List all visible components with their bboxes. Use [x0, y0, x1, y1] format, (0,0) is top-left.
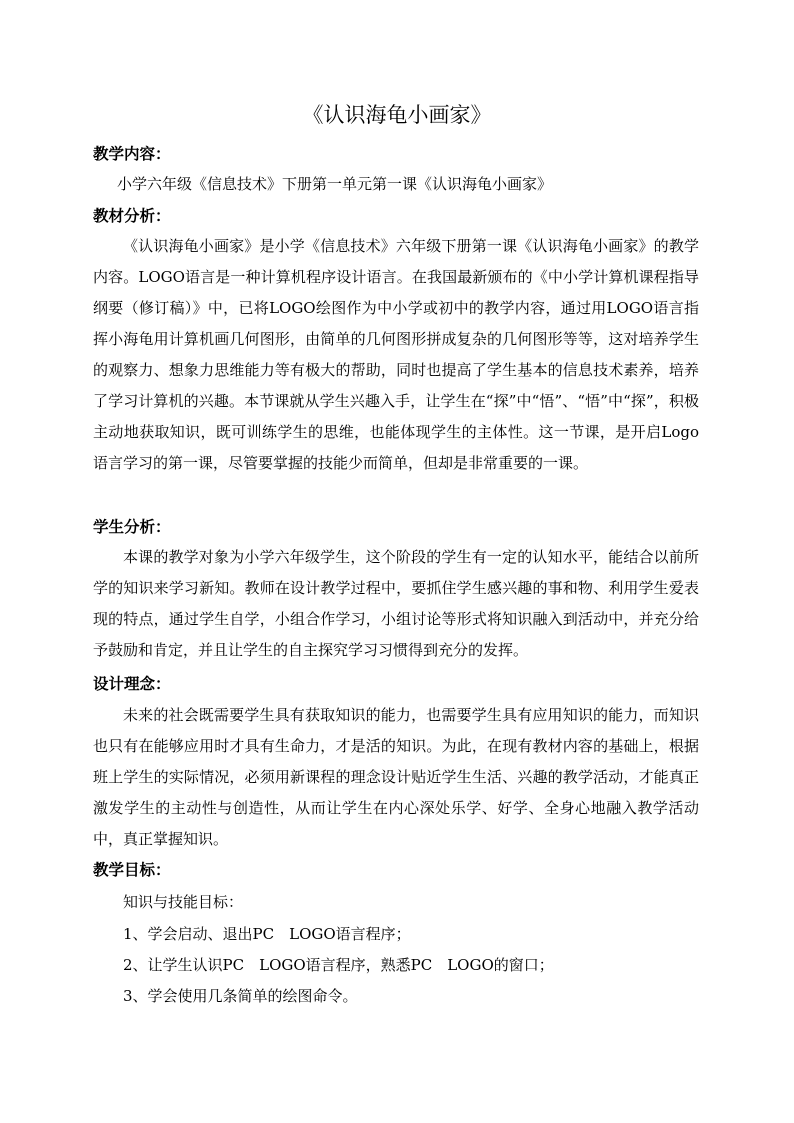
objective-item: 3、学会使用几条简单的绘图命令。	[123, 987, 358, 1005]
heading-teaching-objectives: 教学目标：	[93, 861, 171, 879]
heading-design-concept: 设计理念：	[93, 675, 171, 693]
objective-item: 知识与技能目标：	[123, 893, 244, 911]
heading-teaching-content: 教学内容：	[93, 145, 171, 163]
heading-material-analysis: 教材分析：	[93, 207, 171, 225]
student-analysis-paragraph: 本课的教学对象为小学六年级学生，这个阶段的学生有一定的认知水平，能结合以前所学的知识来学习新知。教师在设计教学过程中，要抓住学生感兴趣的事和物、利用学生爱表现的特点，通过学生自学，小组合作学习，小组讨论等形式将知识融入到活动中，并充分给予鼓励和肯定，并且让学生的自主探究学习习惯得到充分的发挥。	[93, 548, 699, 659]
teaching-content-text: 小学六年级《信息技术》下册第一单元第一课《认识海龟小画家》	[117, 175, 553, 193]
heading-student-analysis: 学生分析：	[93, 518, 171, 536]
material-analysis-paragraph: 《认识海龟小画家》是小学《信息技术》六年级下册第一课《认识海龟小画家》的教学内容。LOGO语言是一种计算机程序设计语言。在我国最新颁布的《中小学计算机课程指导纲要（修订稿）》中，已将LOGO绘图作为中小学或初中的教学内容，通过用LOGO语言指挥小海龟用计算机画几何图形，由简单的几何图形拼成复杂的几何图形等等，这对培养学生的观察力、想象力思维能力等有极大的帮助，同时也提高了学生基本的信息技术素养，培养了学习计算机的兴趣。本节课就从学生兴趣入手，让学生在“探”中“悟”、“悟”中“探”，积极主动地获取知识，既可训练学生的思维，也能体现学生的主体性。这一节课，是开启Logo语言学习的第一课，尽管要掌握的技能少而简单，但却是非常重要的一课。	[93, 237, 699, 472]
objective-item: 1、学会启动、退出PC LOGO语言程序；	[123, 925, 411, 943]
objective-item: 2、让学生认识PC LOGO语言程序，熟悉PC LOGO的窗口；	[123, 956, 554, 974]
design-concept-paragraph: 未来的社会既需要学生具有获取知识的能力，也需要学生具有应用知识的能力，而知识也只有在能够应用时才具有生命力，才是活的知识。为此，在现有教材内容的基础上，根据班上学生的实际情况，必须用新课程的理念设计贴近学生生活、兴趣的教学活动，才能真正激发学生的主动性与创造性，从而让学生在内心深处乐学、好学、全身心地融入教学活动中，真正掌握知识。	[93, 706, 699, 848]
document-title: 《认识海龟小画家》	[302, 103, 492, 127]
